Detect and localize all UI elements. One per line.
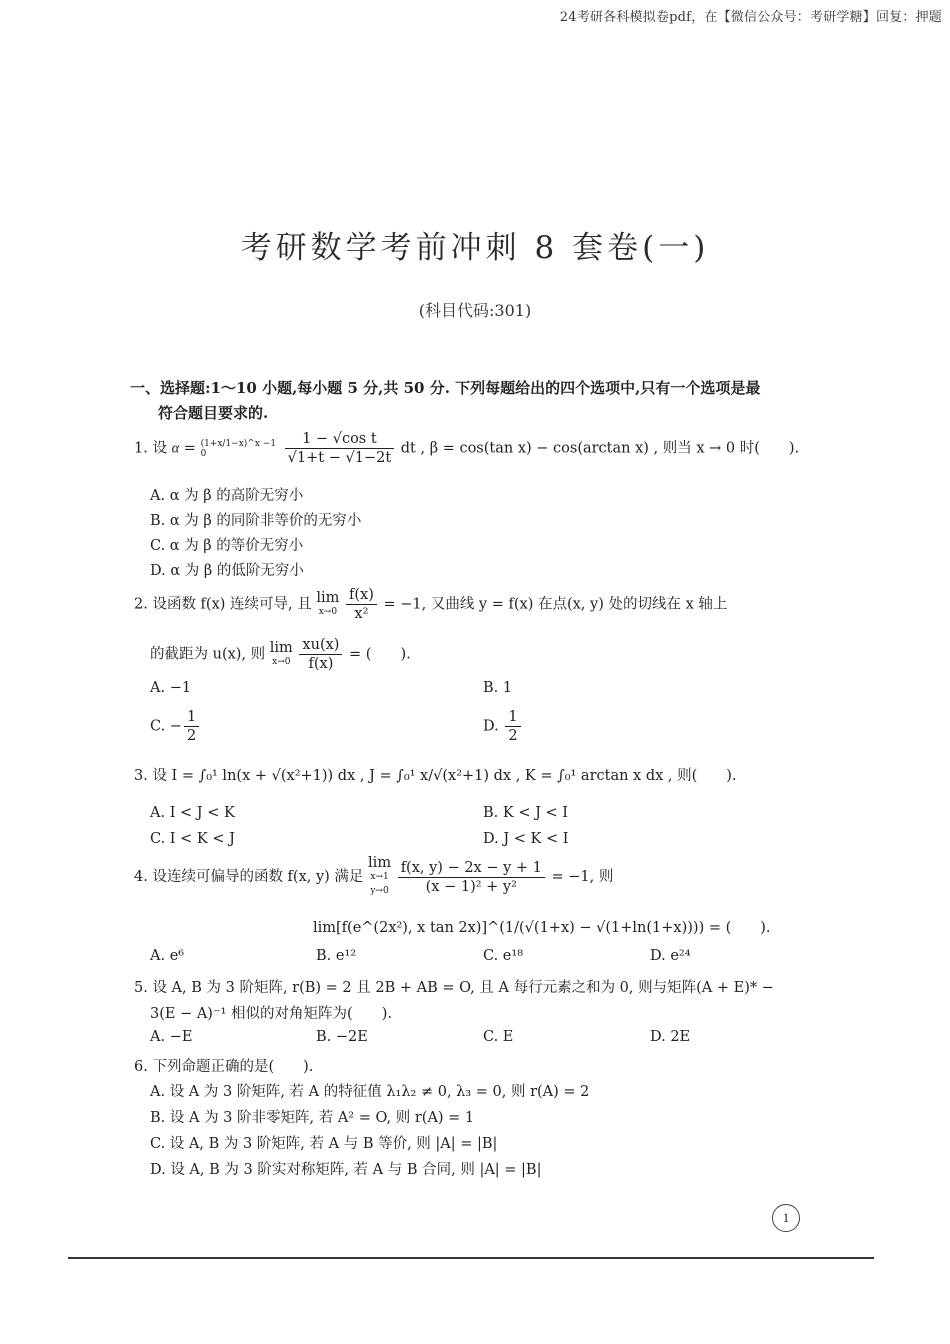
question-3: 3. 设 I = ∫₀¹ ln(x + √(x²+1)) dx , J = ∫₀¹ x/√(x²+1) dx , K = ∫₀¹ arctan x dx , 则( ). xyxy=(134,768,737,784)
q1-fraction: $\frac{\text{1 − √cos t}}{√1+t - √1-2t}$ xyxy=(285,430,394,467)
q1-suffix: dt , β = cos(tan x) − cos(arctan x) , 则当 x → 0 时( ). xyxy=(400,440,800,457)
q5-option-b: B. −2E xyxy=(316,1029,368,1045)
q1-prefix: 1. 设 xyxy=(134,440,167,457)
q1-integral-limits: (1+x/1−x)^x −1 0 xyxy=(200,438,277,459)
section-line-2: 符合题目要求的. xyxy=(158,404,269,422)
q6-option-c: C. 设 A, B 为 3 阶矩阵, 若 A 与 B 等价, 则 |A| = |B| xyxy=(150,1136,498,1152)
watermark-text: 24考研各科模拟卷pdf，在【微信公众号：考研学糖】回复：押题 xyxy=(559,10,942,25)
q4-option-b: B. e¹² xyxy=(316,948,357,964)
question-6: 6. 下列命题正确的是( ). xyxy=(134,1059,314,1075)
question-5-line-2: 3(E − A)⁻¹ 相似的对角矩阵为( ). xyxy=(150,1006,392,1022)
q3-option-a: A. I < J < K xyxy=(150,805,235,821)
q2-option-c: C. − $\frac{1}{2}$ xyxy=(150,708,201,745)
q4-option-d: D. e²⁴ xyxy=(650,948,691,964)
q6-option-d: D. 设 A, B 为 3 阶实对称矩阵, 若 A 与 B 合同, 则 |A| = |B| xyxy=(150,1162,542,1178)
section-heading xyxy=(130,376,820,426)
q4-option-a: A. e⁶ xyxy=(150,948,185,964)
page-number: 1 xyxy=(772,1204,800,1232)
q6-option-b: B. 设 A 为 3 阶非零矩阵, 若 A² = O, 则 r(A) = 1 xyxy=(150,1110,475,1126)
question-1: 1. 设 α = (1+x/1−x)^x −1 0 $\frac{\text{1 − √cos t}}{√1+t - √1-2t}$ dt , β = cos(tan x) − cos(arctan x) , 则当 x → 0 时( ). xyxy=(134,431,800,466)
q2-option-d: D. $\frac{1}{2}$ xyxy=(483,708,523,745)
q1-option-b: B. α 为 β 的同阶非等价的无穷小 xyxy=(150,513,362,529)
q4-option-c: C. e¹⁸ xyxy=(483,948,524,964)
q3-option-c: C. I < K < J xyxy=(150,831,235,847)
q3-option-d: D. J < K < I xyxy=(483,831,569,847)
q2-option-a: A. −1 xyxy=(150,680,192,696)
question-2-line-1: 2. 设函数 f(x) 连续可导, 且 lim x→0 $\frac{f(x)}{\text{x²}}$ = −1, 又曲线 y = f(x) 在点(x, y) 处的切线在 x 轴上 xyxy=(134,587,728,622)
q1-option-d: D. α 为 β 的低阶无穷小 xyxy=(150,563,304,579)
section-line-1: 一、选择题:1～10 小题,每小题 5 分,共 50 分. 下列每题给出的四个选项中,只有一个选项是最 xyxy=(130,379,761,397)
q2-option-b: B. 1 xyxy=(483,680,513,696)
question-5-line-1: 5. 设 A, B 为 3 阶矩阵, r(B) = 2 且 2B + AB = O, 且 A 每行元素之和为 0, 则与矩阵(A + E)* − xyxy=(134,980,774,996)
q3-option-b: B. K < J < I xyxy=(483,805,568,821)
q6-option-a: A. 设 A 为 3 阶矩阵, 若 A 的特征值 λ₁λ₂ ≠ 0, λ₃ = 0, 则 r(A) = 2 xyxy=(150,1084,590,1100)
q5-option-c: C. E xyxy=(483,1029,514,1045)
q5-option-d: D. 2E xyxy=(650,1029,691,1045)
subject-code: (科目代码:301) xyxy=(418,301,532,320)
q1-option-c: C. α 为 β 的等价无穷小 xyxy=(150,538,304,554)
q5-option-a: A. −E xyxy=(150,1029,193,1045)
page-title: 考研数学考前冲刺 8 套卷(一) xyxy=(240,230,710,266)
q1-option-a: A. α 为 β 的高阶无穷小 xyxy=(150,488,304,504)
question-4-line-2: lim[f(e^(2x²), x tan 2x)]^(1/(√(1+x) − √(1+ln(1+x)))) = ( ). xyxy=(313,920,771,936)
question-4-line-1: 4. 设连续可偏导的函数 f(x, y) 满足 lim x→1 y→0 $\frac{f(x, y) - 2x - y + 1}{\text{(x − 1)² + y²}}$ = −1, 则 xyxy=(134,855,614,896)
question-2-line-2: 的截距为 u(x), 则 lim x→0 $\frac{xu(x)}{f(x)}$ = ( ). xyxy=(150,637,411,672)
footer-divider xyxy=(68,1257,874,1259)
